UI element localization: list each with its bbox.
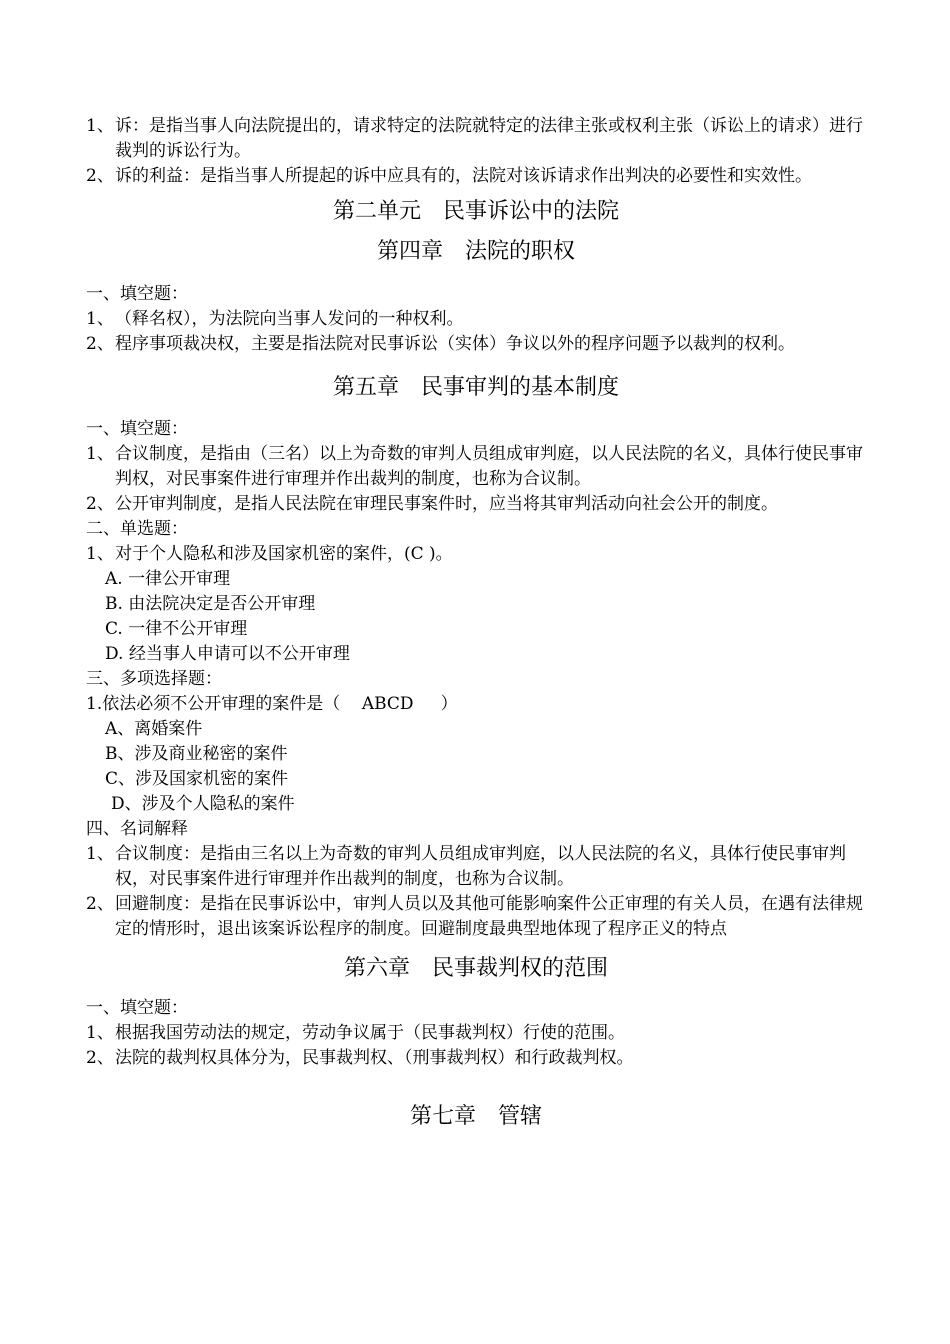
intro-item-2-text: 诉的利益：是指当事人所提起的诉中应具有的，法院对该诉请求作出判决的必要性和实效性。 [115, 166, 812, 186]
unit-2-title: 第二单元 民事诉讼中的法院 [332, 199, 619, 224]
single-option-a: A. 一律公开审理 [105, 569, 231, 589]
chapter-7-title: 第七章 管辖 [409, 1104, 542, 1129]
multi-option-c: C、涉及国家机密的案件 [105, 769, 289, 789]
ch5-section-terms: 四、名词解释 [86, 819, 188, 839]
document-content [86, 114, 866, 1132]
ch5-multi-question: 1.依法必须不公开审理的案件是（ ABCD ） [86, 694, 458, 714]
ch5-section-multi: 三、多项选择题： [86, 669, 222, 689]
ch5-term-1: 1、 合议制度：是指由三名以上为奇数的审判人员组成审判庭，以人民法院的名义，具体行使民事审判权，对民事案件进行审理并作出裁判的制度，也称为合议制。 [86, 844, 846, 889]
ch5-section-single: 二、单选题： [86, 519, 188, 539]
chapter-6-title: 第六章 民事裁判权的范围 [343, 956, 608, 981]
single-option-c: C. 一律不公开审理 [105, 619, 248, 639]
ch4-item-2: 2、 程序事项裁决权，主要是指法院对民事诉讼（实体）争议以外的程序问题予以裁判的权利。 [86, 334, 795, 354]
chapter-5-title: 第五章 民事审判的基本制度 [332, 375, 619, 400]
multi-option-a: A、离婚案件 [105, 719, 203, 739]
multi-option-b: B、涉及商业秘密的案件 [105, 744, 288, 764]
ch5-fill-item-2: 2、 公开审判制度，是指人民法院在审理民事案件时，应当将其审判活动向社会公开的制度。 [86, 494, 778, 514]
multi-option-d: D、涉及个人隐私的案件 [111, 794, 295, 814]
ch6-section-fill: 一、填空题： [86, 998, 188, 1018]
ch6-item-2: 2、 法院的裁判权具体分为，民事裁判权、（刑事裁判权）和行政裁判权。 [86, 1048, 634, 1068]
intro-item-1: 1、 诉：是指当事人向法院提出的，请求特定的法院就特定的法律主张或权利主张（诉讼上的请求）进行裁判的诉讼行为。 [86, 116, 863, 161]
ch4-section-fill: 一、填空题： [86, 284, 188, 304]
ch5-section-fill: 一、填空题： [86, 419, 188, 439]
chapter-4-title: 第四章 法院的职权 [376, 239, 575, 264]
ch5-single-question: 1、 对于个人隐私和涉及国家机密的案件，(C )。 [86, 544, 453, 564]
single-option-b: B. 由法院决定是否公开审理 [105, 594, 316, 614]
single-option-d: D. 经当事人申请可以不公开审理 [105, 644, 350, 664]
intro-item-1-text: 诉：是指当事人向法院提出的，请求特定的法院就特定的法律主张或权利主张（诉讼上的请求）进行裁判的诉讼行为。 [115, 116, 863, 161]
ch5-term-2: 2、 回避制度：是指在民事诉讼中，审判人员以及其他可能影响案件公正审理的有关人员，在遇有法律规定的情形时，退出该案诉讼程序的制度。回避制度最典型地体现了程序正义的特点 [86, 894, 863, 939]
ch5-fill-item-1: 1、 合议制度，是指由（三名）以上为奇数的审判人员组成审判庭，以人民法院的名义，具体行使民事审判权，对民事案件进行审理并作出裁判的制度，也称为合议制。 [86, 444, 863, 489]
intro-item-2: 2、 诉的利益：是指当事人所提起的诉中应具有的，法院对该诉请求作出判决的必要性和实效性。 [86, 166, 812, 186]
ch6-item-1: 1、 根据我国劳动法的规定，劳动争议属于（民事裁判权）行使的范围。 [86, 1023, 625, 1043]
ch4-item-1: 1、 （释名权），为法院向当事人发问的一种权利。 [86, 309, 464, 329]
